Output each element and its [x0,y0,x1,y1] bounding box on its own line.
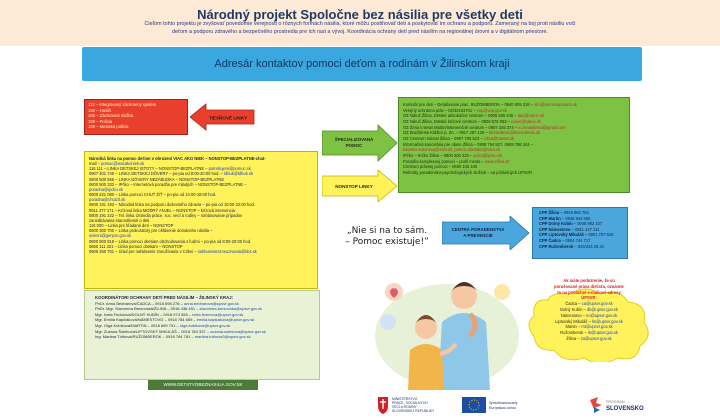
ministry-text: SLOVENSKEJ REPUBLIKY [392,409,435,413]
list-item: IPčko – Krčko Žilina – 0800 500 333 – ipcko@ipcko.sk [403,152,502,158]
list-item: Centrum právnej pomoci – 0650 105 100 [403,164,478,170]
email-link[interactable]: sviesni@genpro.gov.sk [89,233,132,239]
list-item: PhDr. Anna Bednárová/ČADCA – 0918 698 278 – anna.bednarova@upsvr.gov.sk [95,300,239,306]
emergency-line: 155 – Záchranná služba [88,113,133,119]
email-link[interactable]: poradna@ipcko.sk [89,186,123,192]
email-link[interactable]: ca@upsvr.gov.sk [581,301,613,307]
chat-bubble-icon [494,284,510,300]
list-item: mail – pomoc@viacakoniek.sk [89,161,145,167]
nonstop-arrow-icon [322,170,398,202]
email-link[interactable]: martina.tothova3@upsvr.gov.sk [194,334,251,340]
eu-text: Európskou úniou [489,406,516,410]
intro-line: Cieľom tohto projektu je zvyšovať povedomie verejnosti o rôznych formách násilia, ktoré môžu postihovať deti a poskytovať im ochranu a podporu. Zameraný na boj proti násiliu voči [144,21,576,27]
email-link[interactable]: brieszdenie@brieszdenie.sk [488,130,541,136]
email-link[interactable]: naruc@naruc.sk [511,118,541,124]
intro-line: deťom a podporu zdravého a bezpečného prostredia pre ich rast a vývoj. Koordinácia ochrany detí pred násilím na regionálnej úrovni a v digitálnom priestore. [172,28,548,35]
list-item: Martin – mt@upsvr.gov.sk [565,324,613,330]
program-mark-icon [594,407,600,413]
list-item: OZ Náruč Žilina, Detské krízové centrum – 0908 576 053 – naruc@naruc.sk [403,118,541,124]
email-link[interactable]: zilina@navrat.sk [483,135,514,141]
emergency-line: 150 – Hasiči [88,107,112,113]
list-item: 0907 401 749 – LINKA DETSKEJ DÔVERY – po-pia od 8:00-20:00 hod. – ldbuk@ldbuk.sk [89,171,254,177]
list-item: CPP Čadca – 0904 744 717 [539,237,591,243]
list-item: 0800 191 222 – Tel. linka Ústredia práce, soc. vecí a rodiny – nahlasovanie prípadov [89,212,243,218]
list-item: Verejný ochranca práv – 02/32163701 – vop@vop.gov.sk [403,107,507,113]
page-title: Národný projekt Spoločne bez násilia pre všetky deti [197,7,523,22]
email-link[interactable]: dac@naruc.sk [517,113,544,119]
centers-box [532,207,628,259]
email-link[interactable]: potrebujem@pomoc.sk [208,166,251,172]
list-item: Mgr. Iveta Fedorová/DOLNÝ KUBÍN – 0918 973 555 – iveta.fedorova@upsvr.gov.sk [95,311,244,317]
quote-line: „Nie si na to sám. [346,226,428,236]
list-item: Liptovský Mikuláš – lm@upsvr.gov.sk [555,318,623,324]
list-item: 0909 250 701 – Úrad pre nahlásenie zneužívania v Cirkvi – nahlasenieszneuzivania@kbs.sk [89,248,257,254]
list-item: 0800 221 080 – Linka pomoci CHUŤ ŽIŤ – po-pia od 14:00-18:00 hod. [89,192,217,198]
list-item: Čadca – ca@upsvr.gov.sk [565,301,613,307]
list-item: CPP Liptovský Mikuláš – 0901 707 526 [539,232,614,238]
list-item: CPP Námestovo – 0911 127 111 [539,226,600,232]
program-text: PROGRAM [606,400,625,404]
nonstop-lines-box [84,151,318,289]
centers-arrow-icon [442,216,530,250]
list-item: 0911 477 171 – Krízová linka MODRÝ ANJEL – NONSTOP – krízová intervencia [89,207,235,213]
program-logo [590,397,644,414]
list-item: 0800 191 193 – Národná linka na podporu duševného zdravia – po-pia od 10:00-22:00 hod. [89,202,255,208]
email-link[interactable]: ipcko@ipcko.sk [473,152,502,158]
ministry-text: VECÍ A RODINY [392,405,417,409]
list-item: zanedbávania starostlivosti o deti [89,217,150,223]
ministry-text: MINISTERSTVO [392,397,418,401]
email-link[interactable]: olga.kubikova@upsvr.gov.sk [179,322,231,328]
emergency-label: TIESŇOVÉ LINKY [208,115,248,121]
list-item: 0800 500 333 – IPčko – Internetová poradňa pre mladých – NONSTOP-BEZPLATNE – [89,181,247,187]
list-item: Referáty poradensko-psychologických služieb – na príslušných ÚPSVR [403,169,533,175]
child-body [408,344,444,390]
list-item: OZ Náruč Žilina, Detské advokačné centrum – 0905 555 445 – dac@naruc.sk [403,113,544,119]
list-item: 116 111 – LINKA DETSKEJ ISTOTY – NONSTOP-BEZPLATNE – potrebujem@pomoc.sk [89,166,251,172]
list-item: CPP Žilina – 0948 982 784 [539,210,589,215]
ministry-text: PRÁCE, SOCIÁLNYCH [392,401,428,405]
email-link[interactable]: ldbuk@ldbuk.sk [224,171,254,177]
quote-line: – Pomoc existuje!” [345,237,429,247]
list-item: OZ Brieždenie Kláštor p. Zn. – 0917 287 129 – brieszdenie@brieszdenie.sk [403,130,541,136]
list-item: CPP Ružomberok – 044/434 26 34 [539,243,605,249]
list-item: Informačná kancelária pre obete Žilina – 0908 794 827, 0908 798 244 – [403,141,533,147]
email-link[interactable]: dk@upsvr.gov.sk [586,306,618,312]
nonstop-label: NONSTOP LINKY [335,184,373,189]
list-item: Žilina – za@upsvr.gov.sk [566,335,612,341]
cloud-heading: ÚPSVR: [581,295,597,301]
web-link[interactable]: www.zilina.sk [484,158,510,164]
list-item: 0800 500 555 – LINKA DÔVERY NEZÁBUDKA – NONSTOP-BEZPLATNE [89,176,225,182]
quote [332,226,442,248]
ministry-logo [378,397,435,414]
program-text: SLOVENSKO [606,406,644,412]
emergency-line: 112 – Integrovaný záchranný systém [88,102,157,107]
list-item: Dolný Kubín – dk@upsvr.gov.sk [560,306,618,312]
footer-logos [374,394,674,416]
email-link[interactable]: nahlasenieszneuzivania@kbs.sk [197,248,257,254]
list-item: Ing. Martina Tóthová/RUŽOMBEROK – 0918 784 781 – martina.tothova3@upsvr.gov.sk [95,334,251,340]
directory-title: Adresár kontaktov pomoci deťom a rodinám v Žilinskom kraji [214,58,510,70]
email-link[interactable]: info@komisarpredeti.sk [534,102,577,107]
email-link[interactable]: rk@upsvr.gov.sk [587,330,618,336]
email-link[interactable]: slavomira.brezovska@upsvr.gov.sk [199,306,262,312]
family-illustration [372,262,522,390]
email-link[interactable]: za@upsvr.gov.sk [580,335,612,341]
specialized-help-box [398,97,630,193]
coordinators-title: KOORDINÁTORI OCHRANY DETÍ PRED NÁSILÍM – ŽILINSKÝ KRAJ: [95,295,234,300]
list-item: 0800 800 818 – Linka pomoci obetiam obchodovania s ľuďmi – po-pia od 8:00-20:00 hod. [89,238,252,244]
email-link[interactable]: lm@upsvr.gov.sk [591,318,623,324]
website-link[interactable]: WWW.DETSTVOBEZNASILIA.GOV.SK [148,380,258,390]
eu-logo [462,397,518,413]
emergency-line: 159 – Mestská polícia [88,124,129,130]
list-item: 116 000 – Linka pre hľadané deti – NONSTOP [89,223,174,229]
emergency-lines-box [84,99,188,135]
cloud-heading: Ak máte podozrenie, že sú [563,278,615,283]
list-item: CPP Martin – 0948 942 650 [539,215,591,221]
list-item: Národná linka na pomoc deťom v ohrození VIAC AKO NIEK – NONSTOP-BEZPLATNE-chat- [89,156,266,161]
email-link[interactable]: mt@upsvr.gov.sk [581,324,613,330]
eu-text: Spolufinancovaný [489,401,518,405]
email-link[interactable]: pomoc@viacakoniek.sk [101,161,145,167]
emergency-line: 158 – Polícia [88,118,113,124]
cloud-heading: to na príslušné e-mailové adresy [557,289,621,295]
email-link[interactable]: vop@vop.gov.sk [476,107,507,113]
list-item: Komisár pre deti – Detašované prac. RUŽOMBEROK – 0940 609 318 – info@komisarpredeti.sk [403,102,577,107]
specialized-arrow-icon [322,124,398,162]
coordinators-box [84,290,320,380]
intro-text [18,21,702,36]
email-link[interactable]: no@upsvr.gov.sk [586,312,618,318]
report-cloud-text [540,278,638,342]
emergency-arrow-icon [190,103,256,131]
list-item: 0800 300 700 – Linka prokuratúry pre ohlásenie domáceho násilia – [89,228,213,234]
list-item: CPP Dolný Kubín – 0948 992 107 [539,221,603,227]
email-link[interactable]: zuzana.solekova@upsvr.gov.sk [210,328,266,334]
email-link[interactable]: katarina.kotorova@minv.sk; pomoc.obetiam@minv.sk [403,147,501,153]
specialized-label: ŠPECIALIZOVANÁ POMOC [334,137,374,148]
list-item: Mgr. Emília Kapičáková/NÁMESTOVO – 0918 784 669 – emilia.kapicakova@upsvr.gov.sk [95,317,255,323]
phone-bubble-icon [380,314,396,330]
list-item: Poradňa komplexnej pomoci – profil mesta – www.zilina.sk [403,158,510,164]
list-item: OZ Centrum Návrat Žilina – 0907 706 523 – zilina@navrat.sk [403,135,514,141]
list-item: OZ Žena v tiesni Martin/Intervenčné centrum – 0907 346 374 – ic.zenavtiesni@gmail.com [403,124,566,130]
list-item: Mgr. Olga Kubíková/MARTIN – 0918 699 791 – olga.kubikova@upsvr.gov.sk [95,322,231,328]
list-item: Mgr. Zuzana Šoleková/LIPTOVSKÝ MIKULÁŠ – 0918 784 337 – zuzana.solekova@upsvr.gov.sk [95,328,266,334]
email-link[interactable]: emilia.kapicakova@upsvr.gov.sk [196,317,255,323]
cloud-heading: porušované práva dieťaťa, oznámte [554,283,624,289]
email-link[interactable]: poradna@chutzit.sk [89,197,126,203]
list-item: 0850 111 321 – Linka pomoci obetiam – NONSTOP [89,243,183,249]
centers-label: CENTRÁ PORADENSTVA A PREVENCIE [451,227,505,238]
list-item: PhDr. Mgr. Slavomíra Brezovská/ŽILINA – 0918 436 451 – slavomira.brezovska@upsvr.gov.sk [95,306,262,312]
eu-flag-icon [462,397,486,413]
email-link[interactable]: ic.zenavtiesni@gmail.com [518,124,566,130]
email-link[interactable]: anna.bednarova@upsvr.gov.sk [183,300,239,306]
list-item: Námestovo – no@upsvr.gov.sk [560,312,618,318]
email-link[interactable]: iveta.fedorova@upsvr.gov.sk [192,311,244,317]
list-item: Ružomberok – rk@upsvr.gov.sk [560,330,618,336]
